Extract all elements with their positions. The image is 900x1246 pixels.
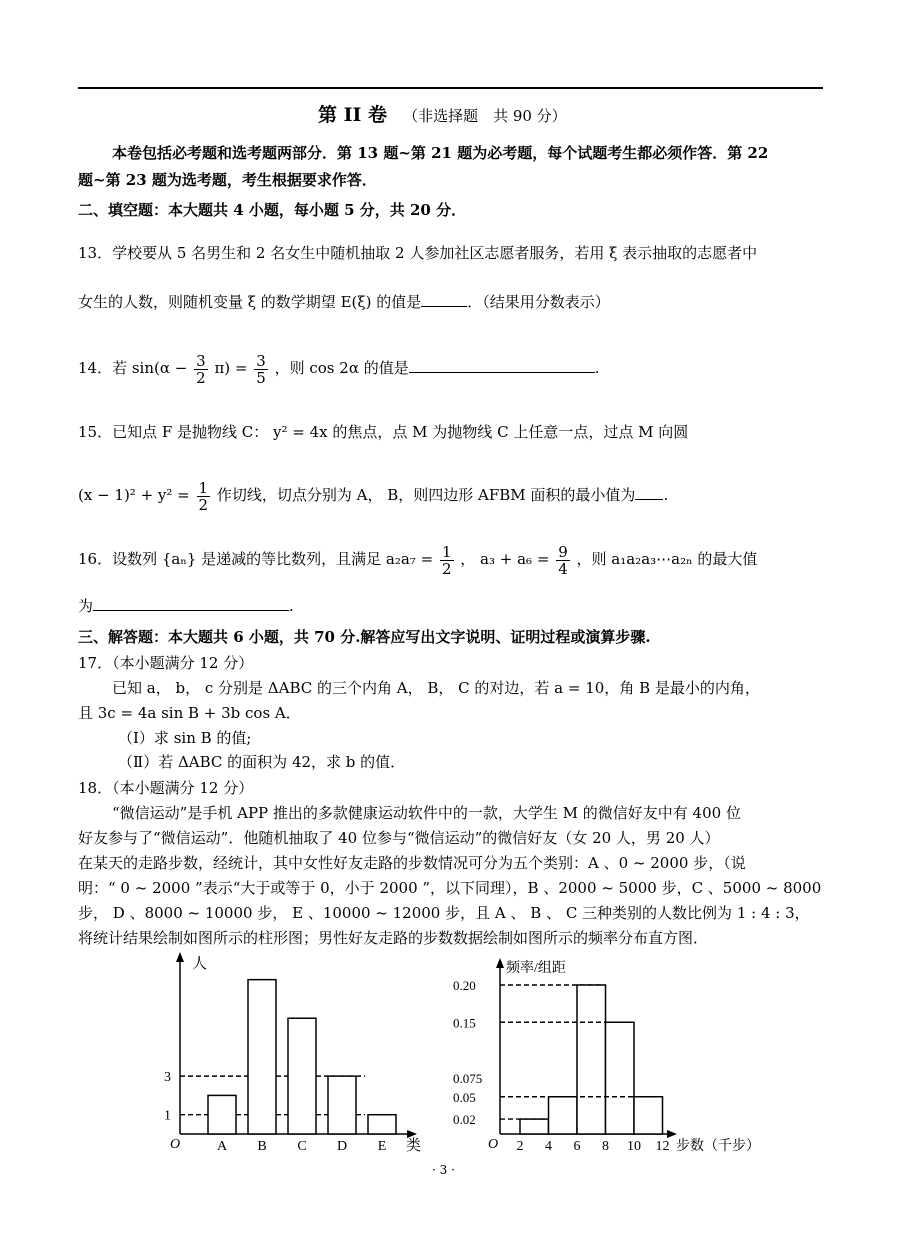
section-title [318, 102, 567, 129]
male-steps-histogram [448, 955, 768, 1155]
section-title-main: 第 II 卷 [318, 104, 388, 126]
chart1-x-tick-E: E [377, 1139, 387, 1154]
q17-sub-1: （Ⅰ）求 sin B 的值; [118, 729, 252, 747]
chart2-x-tick-2: 2 [516, 1139, 524, 1154]
q15-post: 作切线，切点分别为 A， B，则四边形 AFBM 面积的最小值为 [216, 486, 636, 504]
top-rule [78, 87, 823, 89]
chart1-x-tick-A: A [216, 1139, 228, 1154]
q15-frac-num: 1 [198, 478, 209, 497]
chart2-y-tick-0.15: 0.15 [453, 1015, 476, 1031]
q15-answer-blank[interactable] [635, 485, 663, 500]
q18-line-4: 明：“ 0 ~ 2000 ”表示“大于或等于 0，小于 2000 ”，以下同理），B 、2000 ~ 5000 步，C 、5000 ~ 8000 [78, 879, 822, 897]
chart1-y-arrow [176, 952, 184, 962]
chart1-bar-C [288, 1018, 316, 1134]
chart2-y-arrow [496, 958, 504, 968]
chart1-x-tick-D: D [336, 1139, 348, 1154]
q14-fraction-2 [254, 353, 268, 386]
q16-answer-blank[interactable] [93, 596, 289, 611]
q14-mid: π) = [214, 359, 248, 377]
chart2-bin-4-6 [549, 1097, 578, 1134]
intro-line-2: 题~第 23 题为选考题，考生根据要求作答． [78, 171, 377, 189]
q14-answer-blank[interactable] [409, 358, 595, 373]
chart2-origin: O [488, 1137, 499, 1152]
chart1-bar-B [248, 980, 276, 1134]
chart1-x-tick-C: C [297, 1139, 307, 1154]
chart1-x-arrow [407, 1130, 417, 1138]
q14-fraction-1 [194, 353, 208, 386]
q14-line [78, 347, 600, 389]
q16-line-2 [78, 596, 294, 616]
q13-answer-blank[interactable] [421, 292, 467, 307]
chart2-bin-8-10 [606, 1022, 635, 1134]
chart1-y-tick-3: 3 [164, 1070, 171, 1086]
chart1-bar-E [368, 1115, 396, 1134]
page-number: · 3 · [432, 1163, 455, 1177]
q16-mid: ， a₃ + a₆ = [460, 550, 550, 568]
chart2-x-arrow [667, 1130, 677, 1138]
q18-line-3: 在某天的走路步数，经统计，其中女性好友走路的步数情况可分为五个类别：A 、0 ~ 2000 步，（说 [78, 854, 746, 872]
q16-frac2-den: 4 [558, 559, 568, 578]
q17-line-2: 且 3c = 4a sin B + 3b cos A． [78, 704, 301, 722]
q16-fraction-2 [556, 544, 570, 577]
chart2-bin-6-8 [577, 985, 606, 1134]
q13-line-1: 13．学校要从 5 名男生和 2 名女生中随机抽取 2 人参加社区志愿者服务，若用 ξ 表示抽取的志愿者中 [78, 244, 758, 262]
q16-frac1-den: 2 [441, 559, 452, 578]
q14-frac2-den: 5 [256, 368, 266, 387]
chart2-y-tick-0.05: 0.05 [453, 1089, 476, 1105]
q16-line2-end: . [289, 597, 294, 615]
chart1-y-tick-1: 1 [164, 1108, 171, 1124]
q14-pre: 14．若 sin(α − [78, 359, 188, 377]
q14-frac1-num: 3 [196, 351, 206, 370]
chart2-x-tick-8: 8 [602, 1139, 609, 1154]
chart1-y-label: 人 [192, 956, 208, 972]
q13-line-2 [78, 292, 610, 312]
chart2-x-tick-10: 10 [627, 1139, 641, 1154]
q17-line-1: 已知 a， b， c 分别是 ΔABC 的三个内角 A， B， C 的对边，若 a = 10，角 B 是最小的内角， [112, 679, 760, 697]
part3-heading: 三、解答题：本大题共 6 小题，共 70 分.解答应写出文字说明、证明过程或演算步骤. [78, 628, 651, 646]
q16-line-1 [78, 538, 757, 580]
q16-frac1-num: 1 [441, 542, 452, 561]
chart2-x-tick-12: 12 [655, 1139, 670, 1154]
q18-line-5: 步， D 、8000 ~ 10000 步， E 、10000 ~ 12000 步，且 A 、 B 、 C 三种类别的人数比例为 1 : 4 : 3， [78, 904, 810, 922]
q16-fraction-1 [440, 544, 454, 577]
q15-pre: (x − 1)² + y² = [78, 486, 190, 504]
q14-post: ，则 cos 2α 的值是 [274, 359, 409, 377]
q16-line2-label: 为 [78, 597, 94, 615]
chart1-x-label: 类 [406, 1138, 422, 1154]
q18-line-6: 将统计结果绘制如图所示的柱形图；男性好友走路的步数数据绘制如图所示的频率分布直方图． [78, 929, 709, 947]
q16-post: ，则 a₁a₂a₃⋯a₂ₙ 的最大值 [576, 550, 758, 568]
q15-fraction [197, 480, 211, 513]
q15-line-1: 15．已知点 F 是抛物线 C： y² = 4x 的焦点，点 M 为抛物线 C 上任意一点，过点 M 向圆 [78, 423, 689, 441]
chart2-y-tick-0.20: 0.20 [453, 978, 476, 993]
q15-frac-den: 2 [198, 495, 209, 514]
q18-line-2: 好友参与了“微信运动”．他随机抽取了 40 位参与“微信运动”的微信好友（女 20 人，男 20 人） [78, 829, 720, 847]
q17-header: 17．（本小题满分 12 分） [78, 654, 254, 672]
section-title-sub: （非选择题 共 90 分） [403, 107, 567, 125]
chart2-y-label: 频率/组距 [506, 961, 566, 976]
q15-line-2 [78, 474, 668, 516]
intro-line-1: 本卷包括必考题和选考题两部分．第 13 题~第 21 题为必考题，每个试题考生都必须作答．第 22 [112, 144, 769, 162]
chart2-y-tick-0.02: 0.02 [453, 1112, 476, 1128]
chart2-bin-2-4 [520, 1119, 549, 1134]
q15-end: . [663, 486, 669, 504]
chart1-origin: O [170, 1137, 181, 1152]
q18-line-1: “微信运动”是手机 APP 推出的多款健康运动软件中的一款，大学生 M 的微信好友中有 400 位 [112, 804, 741, 822]
q13-text-b: ．（结果用分数表示） [467, 293, 610, 311]
q13-text-a: 女生的人数，则随机变量 ξ 的数学期望 E(ξ) 的值是 [78, 293, 422, 311]
chart2-x-tick-4: 4 [545, 1139, 552, 1154]
q14-frac1-den: 2 [196, 368, 206, 387]
q16-pre: 16．设数列 {aₙ} 是递减的等比数列，且满足 a₂a₇ = [78, 550, 434, 568]
part2-heading: 二、填空题：本大题共 4 小题，每小题 5 分，共 20 分． [78, 201, 467, 219]
chart2-y-tick-0.075: 0.075 [453, 1071, 483, 1087]
q17-sub-2: （Ⅱ）若 ΔABC 的面积为 42，求 b 的值． [118, 753, 406, 771]
q16-frac2-num: 9 [558, 542, 568, 561]
chart2-bin-10-12 [634, 1097, 663, 1134]
q18-header: 18．（本小题满分 12 分） [78, 779, 254, 797]
chart1-x-tick-B: B [257, 1139, 267, 1154]
female-steps-bar-chart [160, 950, 430, 1155]
chart2-x-label: 步数（千步） [676, 1139, 760, 1154]
chart1-bar-D [328, 1076, 356, 1134]
chart2-x-tick-6: 6 [573, 1139, 581, 1154]
q14-frac2-num: 3 [256, 351, 266, 370]
chart1-bar-A [208, 1095, 236, 1134]
q14-end: . [594, 359, 600, 377]
